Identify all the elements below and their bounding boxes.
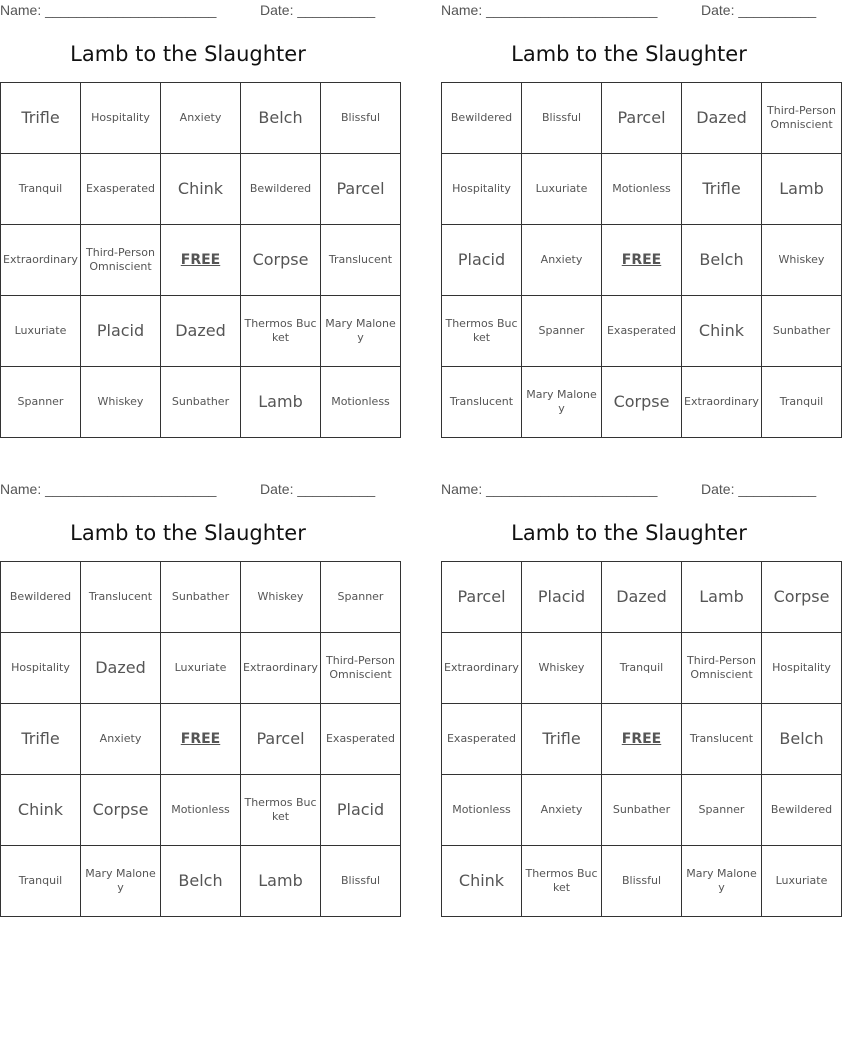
bingo-cell: Extraordinary <box>241 633 321 704</box>
card-header <box>441 2 817 20</box>
bingo-cell: Dazed <box>161 296 241 367</box>
bingo-cell: Blissful <box>522 83 602 154</box>
date-field: Date: __________ <box>260 481 376 497</box>
bingo-cell: Sunbather <box>762 296 842 367</box>
name-field: Name: ______________________ <box>0 481 217 497</box>
bingo-cell: Placid <box>522 562 602 633</box>
bingo-grid <box>441 561 842 917</box>
name-field: Name: ______________________ <box>0 2 217 18</box>
grid-row <box>442 296 842 367</box>
bingo-cell: Translucent <box>81 562 161 633</box>
grid-row <box>1 225 401 296</box>
free-space: FREE <box>602 704 682 775</box>
bingo-cell: Lamb <box>241 846 321 917</box>
grid-row <box>1 296 401 367</box>
bingo-cell: Bewildered <box>762 775 842 846</box>
bingo-cell: Hospitality <box>762 633 842 704</box>
bingo-cell: Translucent <box>682 704 762 775</box>
bingo-cell: Sunbather <box>161 367 241 438</box>
grid-row <box>442 704 842 775</box>
bingo-cell: Motionless <box>161 775 241 846</box>
bingo-cell: Tranquil <box>602 633 682 704</box>
bingo-cell: Spanner <box>682 775 762 846</box>
bingo-cell: Motionless <box>602 154 682 225</box>
card-title: Lamb to the Slaughter <box>70 42 306 66</box>
card-title: Lamb to the Slaughter <box>511 42 747 66</box>
date-field: Date: __________ <box>701 2 817 18</box>
bingo-cell: Dazed <box>81 633 161 704</box>
card-header <box>441 481 817 499</box>
grid-row <box>1 83 401 154</box>
bingo-cell: Third-Person Omniscient <box>321 633 401 704</box>
bingo-cell: Extraordinary <box>442 633 522 704</box>
bingo-cell: Luxuriate <box>161 633 241 704</box>
bingo-cell: Parcel <box>442 562 522 633</box>
bingo-cell: Lamb <box>682 562 762 633</box>
bingo-cell: Chink <box>1 775 81 846</box>
grid-row <box>442 154 842 225</box>
bingo-cell: Bewildered <box>442 83 522 154</box>
bingo-cell: Bewildered <box>1 562 81 633</box>
bingo-cell: Luxuriate <box>1 296 81 367</box>
bingo-cell: Mary Maloney <box>522 367 602 438</box>
grid-row <box>1 154 401 225</box>
grid-row <box>1 367 401 438</box>
bingo-cell: Corpse <box>602 367 682 438</box>
bingo-cell: Corpse <box>81 775 161 846</box>
bingo-cell: Lamb <box>762 154 842 225</box>
bingo-cell: Spanner <box>321 562 401 633</box>
name-field: Name: ______________________ <box>441 2 658 18</box>
bingo-cell: Trifle <box>1 704 81 775</box>
bingo-cell: Hospitality <box>81 83 161 154</box>
bingo-cell: Mary Maloney <box>81 846 161 917</box>
grid-row <box>1 775 401 846</box>
bingo-grid <box>441 82 842 438</box>
bingo-cell: Thermos Bucket <box>241 296 321 367</box>
bingo-cell: Parcel <box>602 83 682 154</box>
bingo-cell: Trifle <box>682 154 762 225</box>
bingo-cell: Spanner <box>1 367 81 438</box>
bingo-cell: Mary Maloney <box>321 296 401 367</box>
bingo-cell: Luxuriate <box>762 846 842 917</box>
bingo-cell: Corpse <box>762 562 842 633</box>
bingo-cell: Lamb <box>241 367 321 438</box>
card-title: Lamb to the Slaughter <box>511 521 747 545</box>
bingo-cell: Belch <box>682 225 762 296</box>
bingo-cell: Belch <box>762 704 842 775</box>
bingo-cell: Hospitality <box>442 154 522 225</box>
bingo-cell: Anxiety <box>522 775 602 846</box>
bingo-cell: Whiskey <box>81 367 161 438</box>
bingo-cell: Hospitality <box>1 633 81 704</box>
bingo-cell: Third-Person Omniscient <box>81 225 161 296</box>
grid-row <box>1 633 401 704</box>
card-header <box>0 481 376 499</box>
bingo-card-1 <box>0 0 396 436</box>
free-space: FREE <box>602 225 682 296</box>
bingo-cell: Sunbather <box>602 775 682 846</box>
bingo-cell: Blissful <box>321 83 401 154</box>
grid-row <box>442 225 842 296</box>
bingo-cell: Parcel <box>321 154 401 225</box>
bingo-card-2 <box>441 0 836 436</box>
bingo-cell: Motionless <box>442 775 522 846</box>
date-field: Date: __________ <box>701 481 817 497</box>
bingo-cell: Placid <box>81 296 161 367</box>
grid-row <box>442 562 842 633</box>
bingo-cell: Trifle <box>1 83 81 154</box>
bingo-cell: Belch <box>161 846 241 917</box>
bingo-cell: Whiskey <box>762 225 842 296</box>
bingo-cell: Exasperated <box>442 704 522 775</box>
grid-row <box>1 704 401 775</box>
bingo-cell: Chink <box>682 296 762 367</box>
bingo-cell: Dazed <box>682 83 762 154</box>
bingo-cell: Whiskey <box>241 562 321 633</box>
grid-row <box>442 633 842 704</box>
bingo-cell: Spanner <box>522 296 602 367</box>
bingo-cell: Parcel <box>241 704 321 775</box>
bingo-cell: Exasperated <box>321 704 401 775</box>
bingo-cell: Luxuriate <box>522 154 602 225</box>
free-space: FREE <box>161 225 241 296</box>
grid-row <box>442 846 842 917</box>
card-header <box>0 2 376 20</box>
bingo-cell: Trifle <box>522 704 602 775</box>
bingo-cell: Tranquil <box>1 154 81 225</box>
bingo-cell: Exasperated <box>81 154 161 225</box>
bingo-cell: Blissful <box>321 846 401 917</box>
bingo-card-4 <box>441 479 833 915</box>
bingo-cell: Anxiety <box>522 225 602 296</box>
grid-row <box>442 775 842 846</box>
bingo-cell: Third-Person Omniscient <box>682 633 762 704</box>
bingo-cell: Translucent <box>321 225 401 296</box>
grid-row <box>442 83 842 154</box>
grid-row <box>1 846 401 917</box>
date-field: Date: __________ <box>260 2 376 18</box>
bingo-cell: Mary Maloney <box>682 846 762 917</box>
bingo-cell: Placid <box>321 775 401 846</box>
grid-row <box>442 367 842 438</box>
bingo-cell: Thermos Bucket <box>241 775 321 846</box>
bingo-cell: Translucent <box>442 367 522 438</box>
bingo-cell: Thermos Bucket <box>442 296 522 367</box>
bingo-cell: Bewildered <box>241 154 321 225</box>
bingo-grid <box>0 82 401 438</box>
bingo-cell: Exasperated <box>602 296 682 367</box>
bingo-cell: Third-Person Omniscient <box>762 83 842 154</box>
bingo-cell: Chink <box>161 154 241 225</box>
bingo-cell: Thermos Bucket <box>522 846 602 917</box>
bingo-cell: Tranquil <box>762 367 842 438</box>
bingo-card-3 <box>0 479 395 915</box>
bingo-cell: Chink <box>442 846 522 917</box>
free-space: FREE <box>161 704 241 775</box>
bingo-cell: Blissful <box>602 846 682 917</box>
bingo-cell: Dazed <box>602 562 682 633</box>
bingo-cell: Motionless <box>321 367 401 438</box>
card-title: Lamb to the Slaughter <box>70 521 306 545</box>
name-field: Name: ______________________ <box>441 481 658 497</box>
bingo-cell: Placid <box>442 225 522 296</box>
bingo-cell: Extraordinary <box>682 367 762 438</box>
bingo-cell: Belch <box>241 83 321 154</box>
bingo-grid <box>0 561 401 917</box>
bingo-cell: Corpse <box>241 225 321 296</box>
grid-row <box>1 562 401 633</box>
bingo-cell: Tranquil <box>1 846 81 917</box>
bingo-cell: Anxiety <box>81 704 161 775</box>
bingo-cell: Sunbather <box>161 562 241 633</box>
bingo-cell: Whiskey <box>522 633 602 704</box>
bingo-cell: Anxiety <box>161 83 241 154</box>
bingo-cell: Extraordinary <box>1 225 81 296</box>
